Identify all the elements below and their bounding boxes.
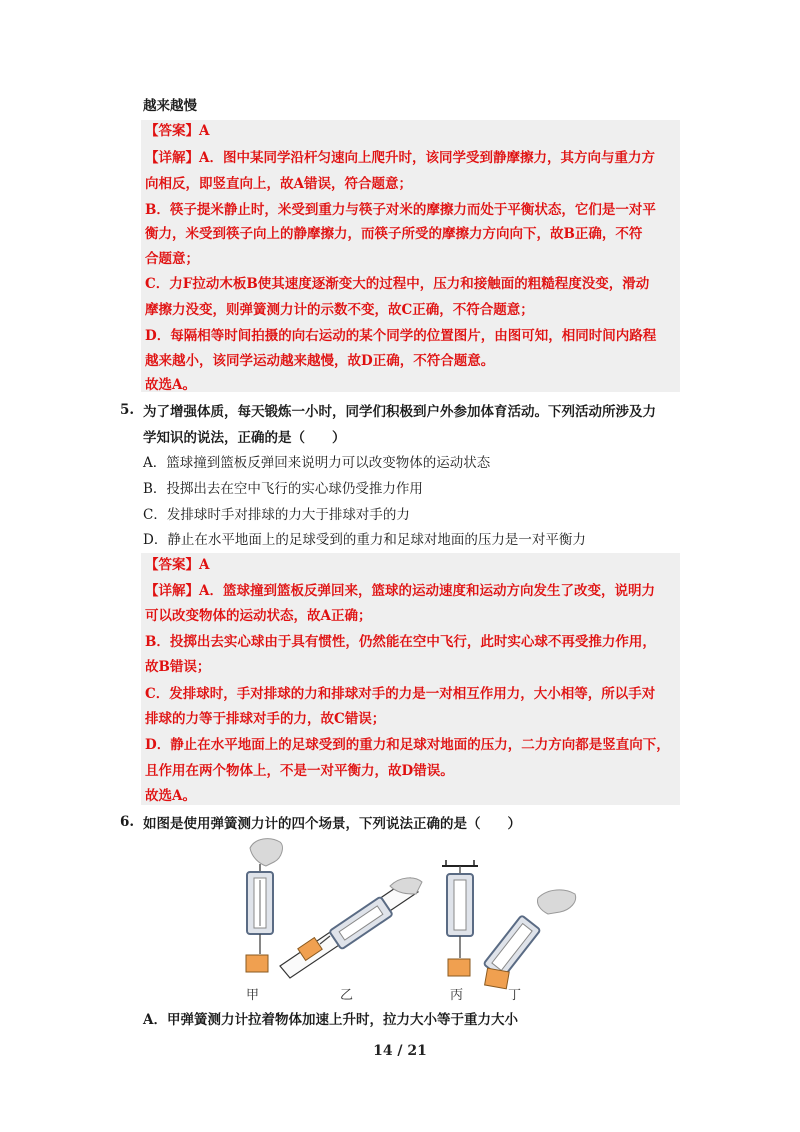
label-yi: 乙 xyxy=(340,988,354,1003)
q5-detail-line: 故B错误； xyxy=(145,659,211,675)
option-c: C．发排球时手对排球的力大于排球对手的力 xyxy=(143,507,410,523)
prev-detail-line: 合题意； xyxy=(145,251,199,267)
prev-detail-line: 摩擦力没变，则弹簧测力计的示数不变，故C正确，不符合题意； xyxy=(145,302,534,318)
spring-scale-figure xyxy=(230,836,600,1006)
page-number: 14 / 21 xyxy=(373,1043,427,1059)
prev-detail-line: 衡力，米受到筷子向上的静摩擦力，而筷子所受的摩擦力方向向下，故B正确，不符 xyxy=(145,226,643,242)
prev-detail-line: 向相反，即竖直向上，故A错误，符合题意； xyxy=(145,176,412,192)
prev-detail-line: C．力F拉动木板B使其速度逐渐变大的过程中，压力和接触面的粗糙程度没变，滑动 xyxy=(145,276,650,292)
question-stem: 为了增强体质，每天锻炼一小时，同学们积极到户外参加体育活动。下列活动所涉及力 xyxy=(143,404,656,420)
label-bing: 丙 xyxy=(450,988,464,1003)
question-stem: 学知识的说法，正确的是（ ） xyxy=(143,430,346,446)
prev-detail-line: D．每隔相等时间拍摄的向右运动的某个同学的位置图片，由图可知，相同时间内路程 xyxy=(145,328,657,344)
prev-detail-line: 【详解】A．图中某同学沿杆匀速向上爬升时，该同学受到静摩擦力，其方向与重力方 xyxy=(145,150,655,166)
q5-detail-line: 可以改变物体的运动状态，故A正确； xyxy=(145,608,372,624)
q5-detail-line: D．静止在水平地面上的足球受到的重力和足球对地面的压力，二力方向都是竖直向下， xyxy=(145,737,670,753)
scene-ding xyxy=(483,890,575,989)
prev-detail-line: 越来越小，该同学运动越来越慢，故D正确，不符合题意。 xyxy=(145,353,495,369)
q5-detail-line: 排球的力等于排球对手的力，故C错误； xyxy=(145,711,386,727)
q5-detail-line: 故选A。 xyxy=(145,788,196,804)
question-stem: 如图是使用弹簧测力计的四个场景，下列说法正确的是（ ） xyxy=(143,816,521,832)
scene-yi xyxy=(280,878,422,978)
prev-detail-line: 故选A。 xyxy=(145,377,196,393)
option-a: A．甲弹簧测力计拉着物体加速上升时，拉力大小等于重力大小 xyxy=(143,1012,518,1028)
question-number: 5. xyxy=(120,402,135,418)
q5-detail-line: C．发排球时，手对排球的力和排球对手的力是一对相互作用力，大小相等，所以手对 xyxy=(145,686,656,702)
option-b: B．投掷出去在空中飞行的实心球仍受推力作用 xyxy=(143,481,423,497)
scene-bing xyxy=(442,860,478,976)
q5-answer: 【答案】A xyxy=(145,557,210,573)
prev-text-tail: 越来越慢 xyxy=(143,98,197,114)
q5-detail-line: 【详解】A．篮球撞到篮板反弹回来，篮球的运动速度和运动方向发生了改变，说明力 xyxy=(145,583,655,599)
prev-answer: 【答案】A xyxy=(145,123,210,139)
q5-detail-line: 且作用在两个物体上，不是一对平衡力，故D错误。 xyxy=(145,763,454,779)
question-number: 6. xyxy=(120,814,135,830)
option-d: D．静止在水平地面上的足球受到的重力和足球对地面的压力是一对平衡力 xyxy=(143,532,586,548)
q5-detail-line: B．投掷出去实心球由于具有惯性，仍然能在空中飞行，此时实心球不再受推力作用， xyxy=(145,634,656,650)
option-a: A．篮球撞到篮板反弹回来说明力可以改变物体的运动状态 xyxy=(143,455,491,471)
label-jia: 甲 xyxy=(246,988,260,1003)
scene-jia xyxy=(246,839,282,972)
prev-detail-line: B．筷子提米静止时，米受到重力与筷子对米的摩擦力而处于平衡状态，它们是一对平 xyxy=(145,202,656,218)
label-ding: 丁 xyxy=(508,988,522,1003)
